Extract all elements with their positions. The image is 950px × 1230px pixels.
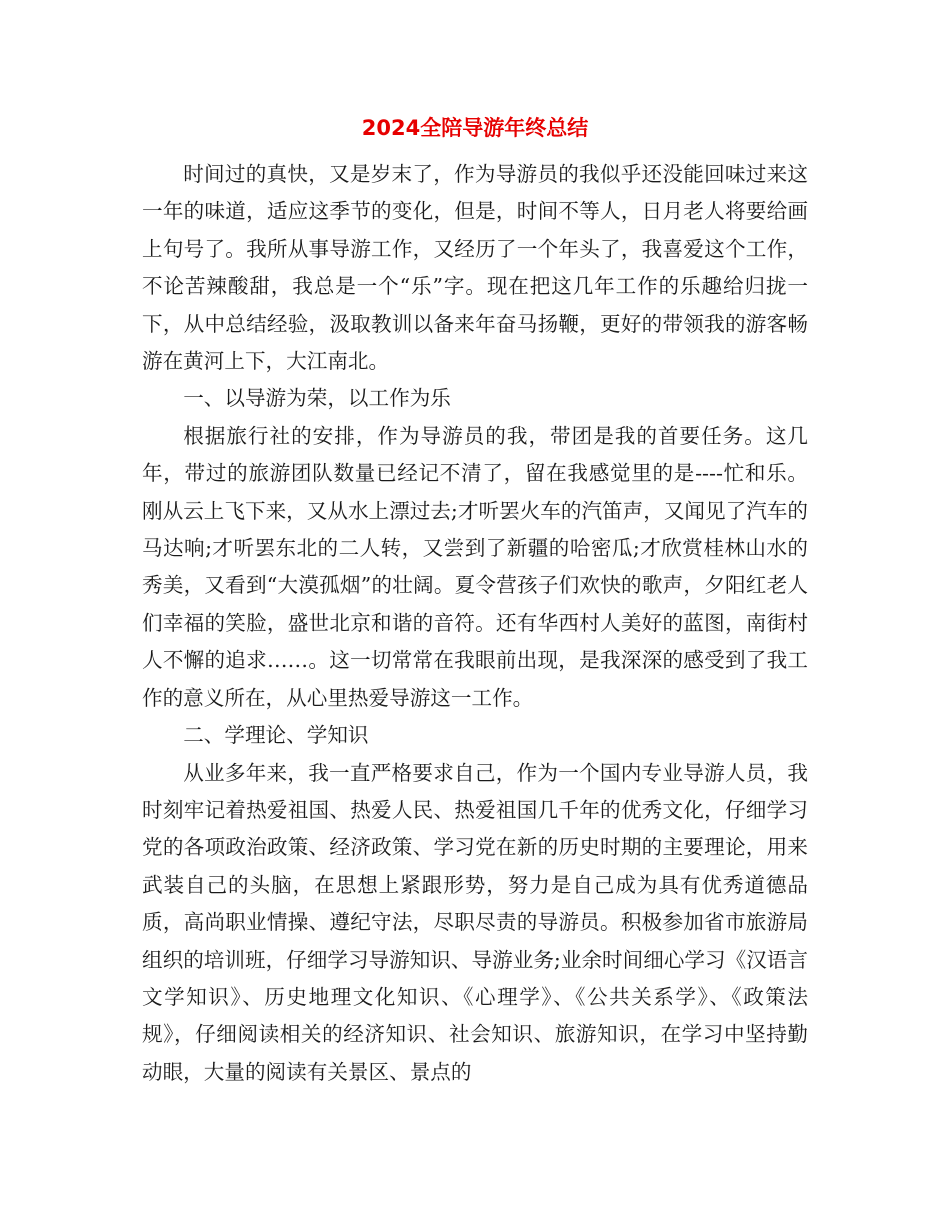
- section-heading-1: 一、以导游为荣，以工作为乐: [183, 386, 451, 411]
- document-body: [142, 156, 808, 1091]
- paragraph-section-1: 根据旅行社的安排，作为导游员的我，带团是我的首要任务。这几年，带过的旅游团队数量已经记不清了，留在我感觉里的是----忙和乐。刚从云上飞下来，又从水上漂过去;才听罢火车的汽笛声，又闻见了汽车的马达响;才听罢东北的二人转，又尝到了新疆的哈密瓜;才欣赏桂林山水的秀美，又看到“大漠孤烟”的壮阔。夏令营孩子们欢快的歌声，夕阳红老人们幸福的笑脸，盛世北京和谐的音符。还有华西村人美好的蓝图，南街村人不懈的追求……。这一切常常在我眼前出现，是我深深的感受到了我工作的意义所在，从心里热爱导游这一工作。: [142, 423, 808, 710]
- paragraph-section-2: 从业多年来，我一直严格要求自己，作为一个国内专业导游人员，我时刻牢记着热爱祖国、热爱人民、热爱祖国几千年的优秀文化，仔细学习党的各项政治政策、经济政策、学习党在新的历史时期的主要理论，用来武装自己的头脑，在思想上紧跟形势，努力是自己成为具有优秀道德品质，高尚职业情操、遵纪守法，尽职尽责的导游员。积极参加省市旅游局组织的培训班，仔细学习导游知识、导游业务;业余时间细心学习《汉语言文学知识》、历史地理文化知识、《心理学》、《公共关系学》、《政策法规》，仔细阅读相关的经济知识、社会知识、旅游知识，在学习中坚持勤动眼，大量的阅读有关景区、景点的: [142, 760, 808, 1084]
- document-title: 2024全陪导游年终总结: [361, 116, 589, 140]
- section-heading-2: 二、学理论、学知识: [183, 723, 369, 748]
- paragraph-intro: 时间过的真快，又是岁末了，作为导游员的我似乎还没能回味过来这一年的味道，适应这季节的变化，但是，时间不等人，日月老人将要给画上句号了。我所从事导游工作，又经历了一个年头了，我喜爱这个工作，不论苦辣酸甜，我总是一个“乐”字。现在把这几年工作的乐趣给归拢一下，从中总结经验，汲取教训以备来年奋马扬鞭，更好的带领我的游客畅游在黄河上下，大江南北。: [142, 162, 808, 374]
